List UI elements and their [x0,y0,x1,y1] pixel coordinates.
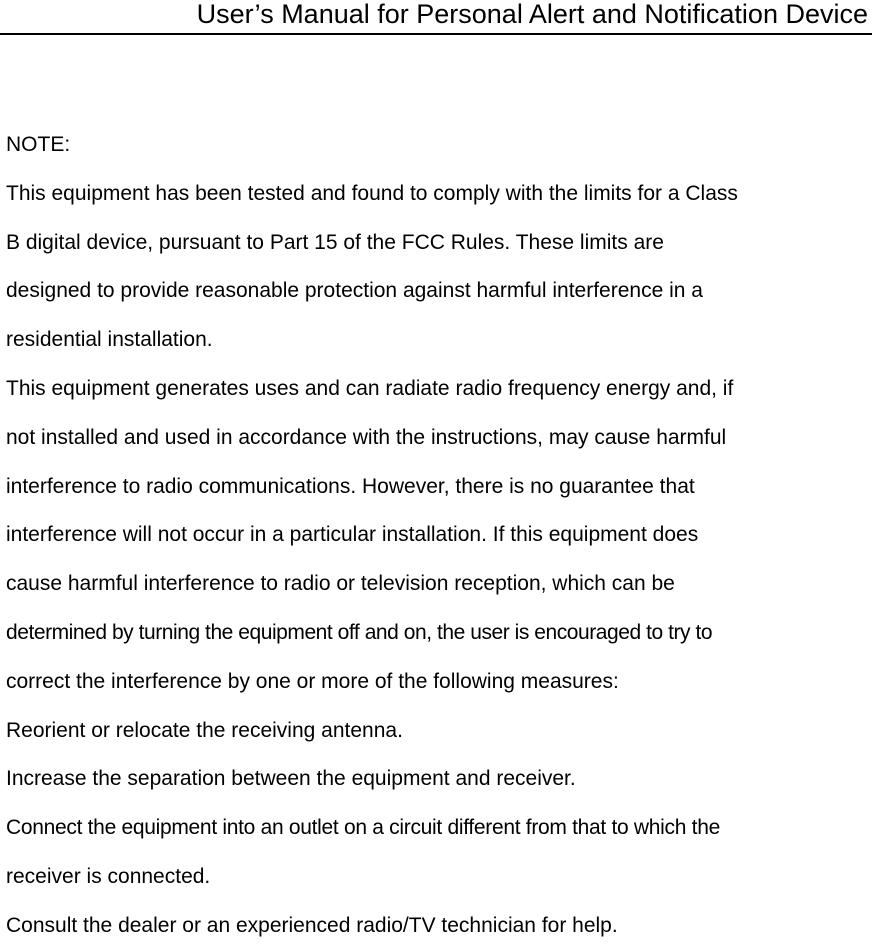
note-label: NOTE: [6,133,71,156]
page-header [0,0,872,35]
text-line: designed to provide reasonable protection against harmful interference in a [6,279,703,303]
text-line: This equipment has been tested and found to comply with the limits for a Class [6,181,738,205]
measure-separation: Increase the separation between the equipment and receiver. [6,767,576,791]
fcc-note-section [6,121,872,951]
measure-outlet: Connect the equipment into an outlet on a circuit different from that to which the [6,816,720,840]
text-line: residential installation. [6,328,213,352]
text-line: interference to radio communications. However, there is no guarantee that [6,474,695,498]
measure-reorient: Reorient or relocate the receiving antenna. [6,718,403,742]
document-title: User’s Manual for Personal Alert and Notification Device [196,0,868,29]
text-line: B digital device, pursuant to Part 15 of the FCC Rules. These limits are [6,230,664,254]
text-line: interference will not occur in a particular installation. If this equipment does [6,523,699,547]
text-line: correct the interference by one or more of the following measures: [6,669,619,693]
text-line: This equipment generates uses and can radiate radio frequency energy and, if [6,376,734,400]
text-line: cause harmful interference to radio or television reception, which can be [6,572,675,596]
text-line: not installed and used in accordance with the instructions, may cause harmful [6,425,727,449]
text-line: receiver is connected. [6,864,211,888]
measure-consult: Consult the dealer or an experienced radio/TV technician for help. [6,913,618,937]
text-line: determined by turning the equipment off and on, the user is encouraged to try to [6,620,713,644]
